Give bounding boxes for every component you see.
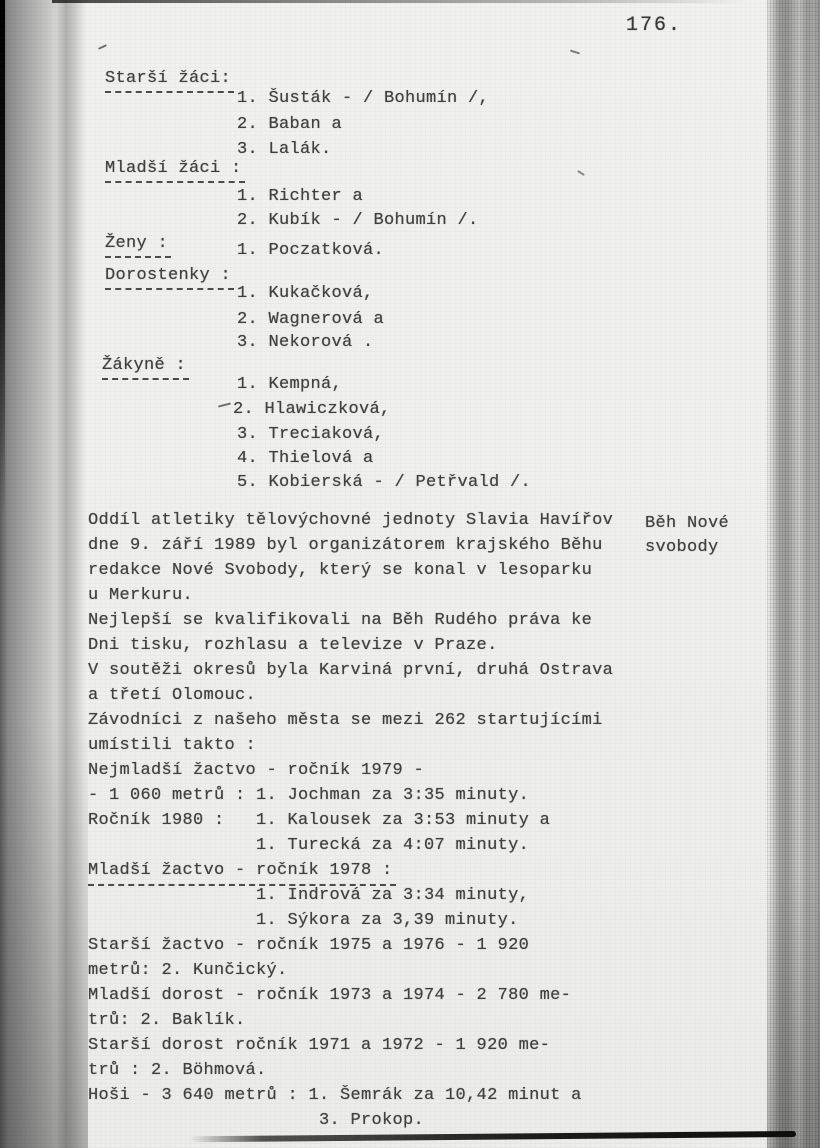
category-heading-text: Žákyně : bbox=[102, 355, 189, 380]
typed-line: Závodníci z našeho města se mezi 262 startujícími bbox=[88, 711, 603, 730]
margin-note-line: svobody bbox=[645, 538, 719, 557]
typed-line: Nejmladší žactvo - ročník 1979 - bbox=[88, 761, 425, 780]
result-item: 1. Šusták - / Bohumín /, bbox=[237, 89, 490, 108]
page-stack-edge bbox=[767, 0, 820, 1148]
body-text bbox=[88, 510, 613, 1135]
category-heading-text: Dorostenky : bbox=[105, 265, 234, 290]
typed-line: 1. Turecká za 4:07 minuty. bbox=[88, 836, 530, 855]
typed-line: V soutěži okresů byla Karviná první, druhá Ostrava bbox=[88, 661, 614, 680]
typed-line: Hoši - 3 640 metrů : 1. Šemrák za 10,42 minut a bbox=[88, 1086, 582, 1105]
result-item: 1. Poczatková. bbox=[237, 241, 385, 260]
result-item: 4. Thielová a bbox=[237, 449, 374, 468]
scan-artifact bbox=[570, 50, 580, 55]
typed-line: metrů: 2. Kunčický. bbox=[88, 961, 288, 980]
typed-line: redakce Nové Svobody, který se konal v lesoparku bbox=[88, 561, 593, 580]
typed-line: Nejlepší se kvalifikovali na Běh Rudého práva ke bbox=[88, 611, 593, 630]
typed-line: 1. Indrová za 3:34 minuty, bbox=[88, 886, 530, 905]
category-heading-text: Starší žáci: bbox=[105, 68, 234, 93]
result-item: 3. Lalák. bbox=[237, 140, 332, 159]
category-heading bbox=[105, 158, 245, 183]
typed-line: 3. Prokop. bbox=[88, 1111, 425, 1130]
subheading-text: Mladší žactvo - ročník 1978 : bbox=[88, 860, 396, 886]
scan-artifact bbox=[577, 170, 585, 176]
category-heading bbox=[105, 68, 234, 93]
category-heading bbox=[105, 233, 171, 258]
result-item: 2. Hlawiczková, bbox=[233, 400, 391, 419]
typed-line: Ročník 1980 : 1. Kalousek za 3:53 minuty a bbox=[88, 811, 551, 830]
result-item: 3. Nekorová . bbox=[237, 333, 374, 352]
category-heading-text: Mladší žáci : bbox=[105, 158, 245, 183]
typed-line: trů : 2. Böhmová. bbox=[88, 1061, 267, 1080]
typed-line: Oddíl atletiky tělovýchovné jednoty Slavia Havířov bbox=[88, 511, 614, 530]
result-item: 2. Baban a bbox=[237, 115, 343, 134]
typed-line: trů: 2. Baklík. bbox=[88, 1011, 246, 1030]
category-heading bbox=[105, 265, 234, 290]
result-item: 3. Treciaková, bbox=[237, 425, 385, 444]
result-item: 5. Kobierská - / Petřvald /. bbox=[237, 473, 532, 492]
book-gutter-shadow bbox=[0, 0, 88, 1148]
typed-line-underlined bbox=[88, 860, 613, 885]
result-item: 2. Wagnerová a bbox=[237, 310, 385, 329]
typed-line: Starší žactvo - ročník 1975 a 1976 - 1 920 bbox=[88, 936, 530, 955]
result-item: 1. Richter a bbox=[237, 187, 364, 206]
typed-line: a třetí Olomouc. bbox=[88, 686, 257, 705]
margin-note-line: Běh Nové bbox=[645, 514, 730, 533]
typed-line: Mladší dorost - ročník 1973 a 1974 - 2 780 me- bbox=[88, 986, 572, 1005]
scan-artifact bbox=[98, 44, 107, 50]
typed-line: 1. Sýkora za 3,39 minuty. bbox=[88, 911, 519, 930]
category-heading-text: Ženy : bbox=[105, 233, 171, 258]
typed-line: u Merkuru. bbox=[88, 586, 194, 605]
page-number: 176. bbox=[626, 14, 683, 37]
result-item: 2. Kubík - / Bohumín /. bbox=[237, 211, 479, 230]
typed-line: dne 9. září 1989 byl organizátorem krajského Běhu bbox=[88, 536, 603, 555]
page-top-edge-shadow bbox=[52, 0, 747, 3]
result-item: 1. Kukačková, bbox=[237, 284, 374, 303]
typed-line: umístili takto : bbox=[88, 736, 257, 755]
result-item: 1. Kempná, bbox=[237, 375, 343, 394]
typed-line: Dni tisku, rozhlasu a televize v Praze. bbox=[88, 636, 498, 655]
typed-line: Starší dorost ročník 1971 a 1972 - 1 920 me- bbox=[88, 1036, 551, 1055]
category-heading bbox=[102, 355, 189, 380]
scan-artifact bbox=[218, 402, 231, 407]
typed-line: - 1 060 metrů : 1. Jochman za 3:35 minuty. bbox=[88, 786, 530, 805]
